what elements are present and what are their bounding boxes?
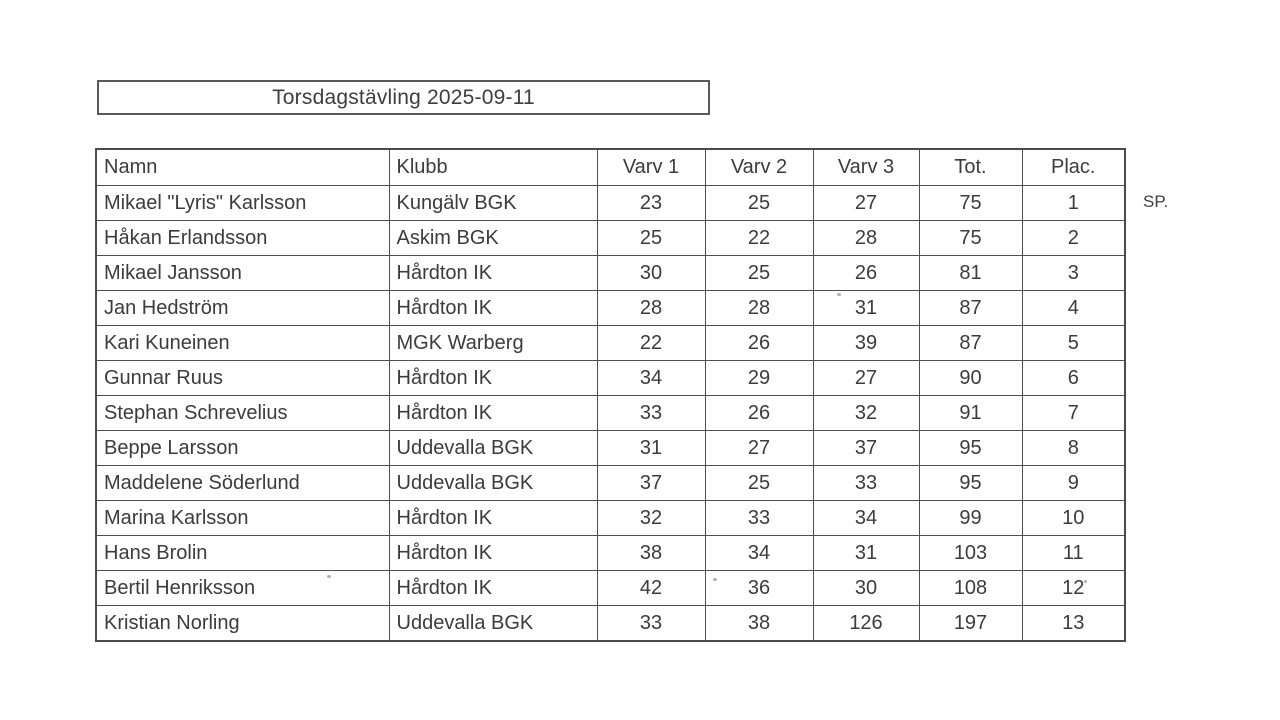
cell-namn: Kari Kuneinen (96, 326, 389, 361)
cell-varv3: 32 (813, 396, 919, 431)
cell-plac: 2 (1022, 221, 1125, 256)
cell-tot: 81 (919, 256, 1022, 291)
cell-klubb: Hårdton IK (389, 571, 597, 606)
cell-varv1: 31 (597, 431, 705, 466)
cell-varv3: 27 (813, 361, 919, 396)
cell-varv2: 25 (705, 466, 813, 501)
scan-speck (713, 578, 717, 581)
cell-tot: 75 (919, 221, 1022, 256)
cell-namn: Beppe Larsson (96, 431, 389, 466)
cell-varv2: 22 (705, 221, 813, 256)
cell-varv2: 34 (705, 536, 813, 571)
cell-varv2: 26 (705, 396, 813, 431)
cell-namn: Gunnar Ruus (96, 361, 389, 396)
cell-plac: 12 (1022, 571, 1125, 606)
col-header-klubb: Klubb (389, 149, 597, 186)
col-header-plac: Plac. (1022, 149, 1125, 186)
cell-plac: 9 (1022, 466, 1125, 501)
table-row (96, 396, 1125, 431)
cell-namn: Jan Hedström (96, 291, 389, 326)
cell-varv2: 29 (705, 361, 813, 396)
table-row (96, 431, 1125, 466)
cell-namn: Hans Brolin (96, 536, 389, 571)
cell-varv3: 28 (813, 221, 919, 256)
cell-varv1: 22 (597, 326, 705, 361)
col-header-tot: Tot. (919, 149, 1022, 186)
table-row (96, 291, 1125, 326)
scan-speck (327, 575, 331, 578)
cell-varv1: 28 (597, 291, 705, 326)
title-box (97, 80, 710, 115)
cell-namn: Mikael Jansson (96, 256, 389, 291)
table-row (96, 326, 1125, 361)
cell-varv2: 25 (705, 186, 813, 221)
cell-klubb: Askim BGK (389, 221, 597, 256)
cell-varv1: 23 (597, 186, 705, 221)
cell-tot: 99 (919, 501, 1022, 536)
side-note: SP. (1143, 192, 1169, 211)
table-row (96, 256, 1125, 291)
results-table (95, 148, 1126, 642)
cell-klubb: MGK Warberg (389, 326, 597, 361)
cell-varv2: 25 (705, 256, 813, 291)
cell-klubb: Hårdton IK (389, 501, 597, 536)
col-header-namn: Namn (96, 149, 389, 186)
cell-varv3: 31 (813, 291, 919, 326)
cell-klubb: Hårdton IK (389, 256, 597, 291)
cell-klubb: Uddevalla BGK (389, 466, 597, 501)
cell-varv1: 30 (597, 256, 705, 291)
cell-plac: 3 (1022, 256, 1125, 291)
table-row (96, 501, 1125, 536)
header-row (96, 149, 1125, 186)
cell-varv2: 38 (705, 606, 813, 642)
cell-klubb: Kungälv BGK (389, 186, 597, 221)
cell-varv3: 30 (813, 571, 919, 606)
cell-tot: 103 (919, 536, 1022, 571)
table-row (96, 466, 1125, 501)
cell-klubb: Uddevalla BGK (389, 431, 597, 466)
cell-varv1: 33 (597, 606, 705, 642)
cell-klubb: Hårdton IK (389, 361, 597, 396)
scan-speck (837, 293, 841, 296)
cell-varv3: 126 (813, 606, 919, 642)
table-row (96, 221, 1125, 256)
cell-varv2: 33 (705, 501, 813, 536)
cell-varv3: 34 (813, 501, 919, 536)
cell-varv3: 33 (813, 466, 919, 501)
table-row (96, 571, 1125, 606)
col-header-varv1: Varv 1 (597, 149, 705, 186)
cell-tot: 108 (919, 571, 1022, 606)
cell-namn: Håkan Erlandsson (96, 221, 389, 256)
cell-varv3: 39 (813, 326, 919, 361)
cell-plac: 5 (1022, 326, 1125, 361)
cell-varv2: 27 (705, 431, 813, 466)
cell-varv3: 26 (813, 256, 919, 291)
table-row (96, 186, 1125, 221)
cell-plac: 1 (1022, 186, 1125, 221)
cell-klubb: Uddevalla BGK (389, 606, 597, 642)
cell-tot: 91 (919, 396, 1022, 431)
table-row (96, 606, 1125, 642)
cell-tot: 95 (919, 466, 1022, 501)
col-header-varv3: Varv 3 (813, 149, 919, 186)
table-row (96, 536, 1125, 571)
cell-varv2: 36 (705, 571, 813, 606)
table-row (96, 361, 1125, 396)
cell-varv1: 25 (597, 221, 705, 256)
cell-tot: 75 (919, 186, 1022, 221)
cell-namn: Maddelene Söderlund (96, 466, 389, 501)
cell-plac: 4 (1022, 291, 1125, 326)
cell-plac: 8 (1022, 431, 1125, 466)
cell-plac: 6 (1022, 361, 1125, 396)
cell-tot: 95 (919, 431, 1022, 466)
cell-klubb: Hårdton IK (389, 536, 597, 571)
cell-namn: Mikael "Lyris" Karlsson (96, 186, 389, 221)
cell-varv1: 33 (597, 396, 705, 431)
cell-varv1: 34 (597, 361, 705, 396)
cell-varv1: 42 (597, 571, 705, 606)
cell-varv2: 26 (705, 326, 813, 361)
cell-tot: 87 (919, 326, 1022, 361)
col-header-varv2: Varv 2 (705, 149, 813, 186)
page-title: Torsdagstävling 2025-09-11 (272, 85, 535, 109)
cell-klubb: Hårdton IK (389, 291, 597, 326)
cell-tot: 90 (919, 361, 1022, 396)
cell-plac: 13 (1022, 606, 1125, 642)
cell-varv1: 38 (597, 536, 705, 571)
scan-speck (1084, 580, 1087, 583)
cell-namn: Bertil Henriksson (96, 571, 389, 606)
cell-varv1: 32 (597, 501, 705, 536)
cell-plac: 11 (1022, 536, 1125, 571)
cell-varv3: 37 (813, 431, 919, 466)
cell-klubb: Hårdton IK (389, 396, 597, 431)
cell-namn: Kristian Norling (96, 606, 389, 642)
cell-namn: Marina Karlsson (96, 501, 389, 536)
cell-plac: 10 (1022, 501, 1125, 536)
cell-tot: 87 (919, 291, 1022, 326)
cell-varv1: 37 (597, 466, 705, 501)
cell-tot: 197 (919, 606, 1022, 642)
cell-plac: 7 (1022, 396, 1125, 431)
cell-varv3: 31 (813, 536, 919, 571)
cell-varv2: 28 (705, 291, 813, 326)
cell-namn: Stephan Schrevelius (96, 396, 389, 431)
cell-varv3: 27 (813, 186, 919, 221)
